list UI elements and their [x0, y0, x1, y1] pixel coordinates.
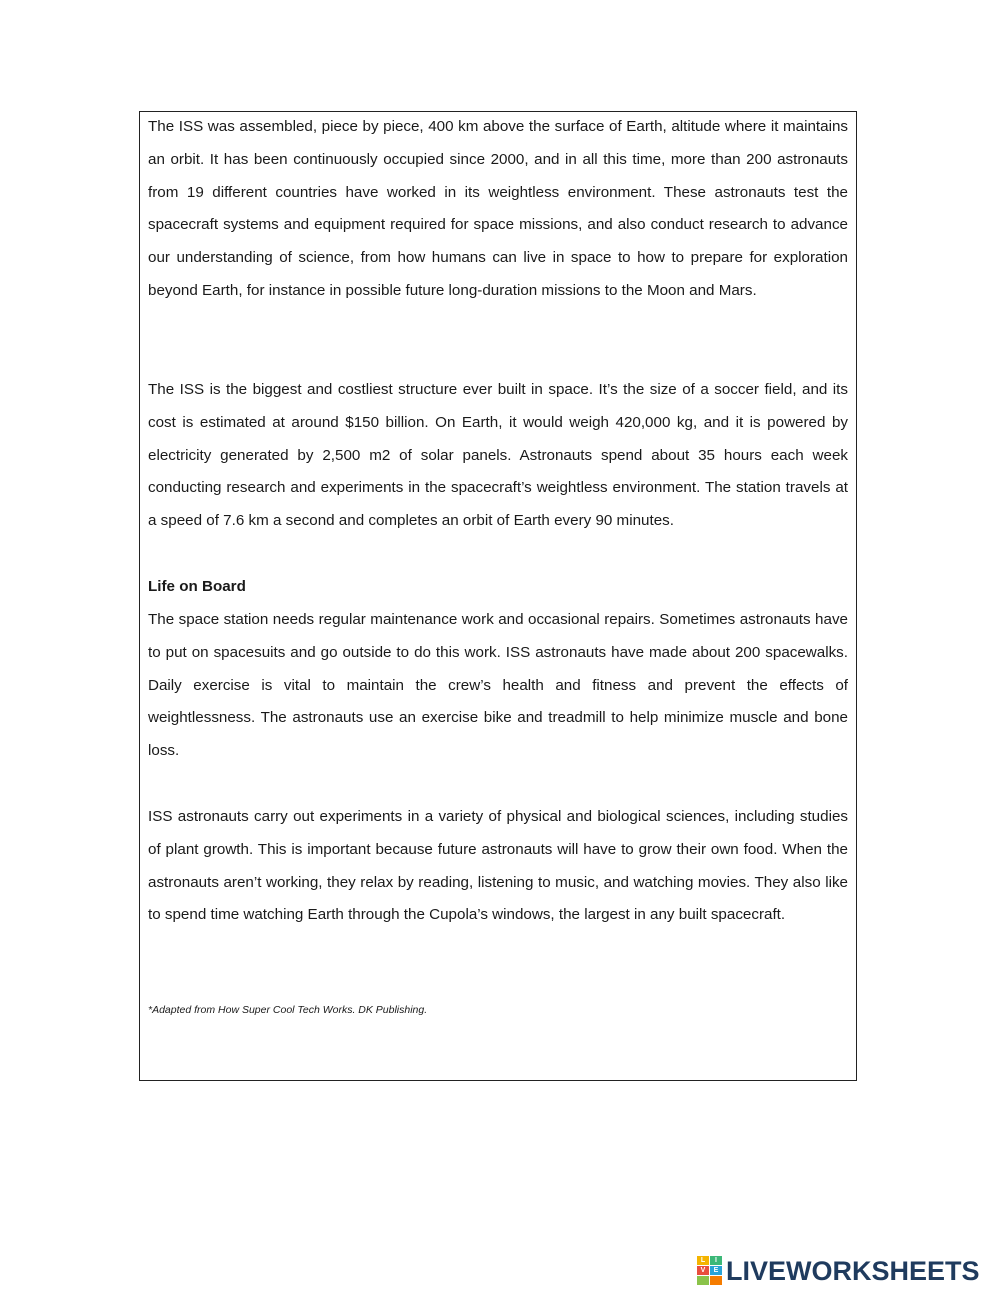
paragraph-maintenance-exercise: The space station needs regular maintenance work and occasional repairs. Sometimes astronauts have to put on spacesuits and go outside to do this work. ISS astronauts have made about 200 spacewalks. Daily exercise is vital to maintain the crew’s health and fitness and prevent the effects of weightlessness. The astronauts use an exercise bike and treadmill to help minimize muscle and bone loss. — [148, 611, 848, 760]
source-citation: *Adapted from How Super Cool Tech Works. DK Publishing. — [148, 1004, 428, 1016]
paragraph-experiments-leisure: ISS astronauts carry out experiments in a variety of physical and biological sciences, including studies of plant growth. This is important because future astronauts will have to grow their own food. When the astronauts aren’t working, they relax by reading, listening to music, and watching movies. They also like to spend time watching Earth through the Cupola’s windows, the largest in any built spacecraft. — [148, 808, 848, 924]
reading-text-box — [139, 111, 857, 1081]
liveworksheets-logo — [697, 1254, 980, 1288]
paragraph-iss-assembly: The ISS was assembled, piece by piece, 400 km above the surface of Earth, altitude where it maintains an orbit. It has been continuously occupied since 2000, and in all this time, more than 200 astronauts from 19 different countries have worked in its weightless environment. These astronauts test the spacecraft systems and equipment required for space missions, and also conduct research to advance our understanding of science, from how humans can live in space to how to prepare for exploration beyond Earth, for instance in possible future long-duration missions to the Moon and Mars. — [148, 118, 848, 299]
logo-icon-cell: V — [697, 1266, 709, 1275]
paragraph-iss-size-cost: The ISS is the biggest and costliest structure ever built in space. It’s the size of a soccer field, and its cost is estimated at around $150 billion. On Earth, it would weigh 420,000 kg, and it is powered by electricity generated by 2,500 m2 of solar panels. Astronauts spend about 35 hours each week conducting research and experiments in the spacecraft’s weightless environment. The station travels at a speed of 7.6 km a second and completes an orbit of Earth every 90 minutes. — [148, 381, 848, 530]
logo-icon-cell — [710, 1276, 722, 1285]
liveworksheets-logo-text: LIVEWORKSHEETS — [726, 1256, 980, 1286]
section-heading-life-on-board: Life on Board — [148, 578, 246, 595]
liveworksheets-logo-icon — [697, 1256, 723, 1286]
logo-icon-cell: E — [710, 1266, 722, 1275]
logo-icon-cell: I — [710, 1256, 722, 1265]
logo-icon-cell: L — [697, 1256, 709, 1265]
logo-icon-cell — [697, 1276, 709, 1285]
